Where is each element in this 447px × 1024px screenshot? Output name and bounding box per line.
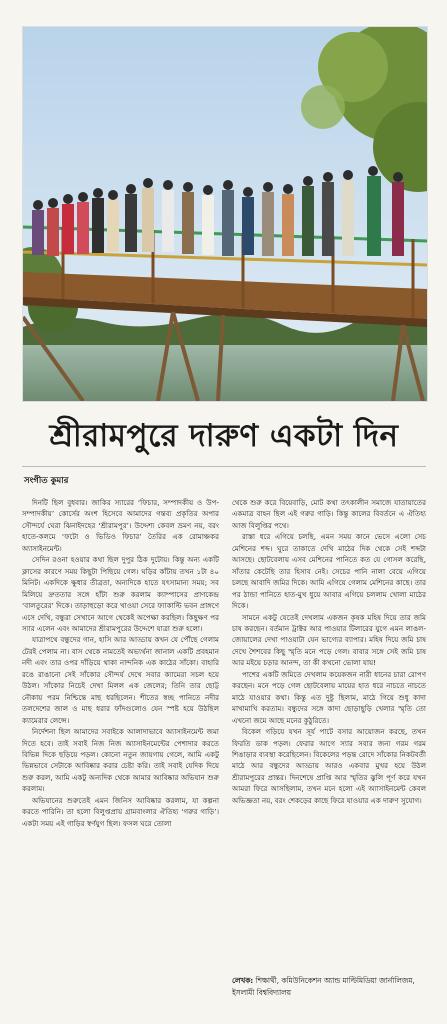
paragraph: সেদিন রওনা হওয়ার কথা ছিল দুপুর ঠিক দুটোয়। কিন্তু অন্য একটি ক্লাসের কারণে সময় কিছুটা পিছিয়ে গেল। ঘড়ির কাঁটায় তখন ১টা ৪০ মিনিট। একদিকে ক্ষুধার তীব্রতা, অন্যদিকে হাতে যৎসামান্য সময়; সব মিলিয়ে দ্রুততার সঙ্গে হাঁটা শুরু করলাম ক্যাম্পাসের প্রাণকেন্দ্র ‘বালতুরের’ দিকে। তাড়াহুড়ো করে খাওয়া সেরে ফ্যাকাল্টি ভবন প্রাঙ্গণে এসে দেখি, বন্ধুরা সেখানে আগে থেকেই অপেক্ষা করছিল। কিছুক্ষণ পর স্যার এলেন এবং আমাদের শ্রীরামপুরের উদ্দেশে যাত্রা শুরু হলো।	[22, 555, 219, 633]
paragraph: সামনে একটু যেতেই দেখলাম একজন কৃষক মহিষ দিয়ে তার জমি চাষ করছেন। বর্তমান ট্রাক্টর আর পাওয়ার টিলারের যুগে এমন লাঙল-জোয়ালের দেখা পাওয়াটা যেন ভাগ্যের ব্যাপার। মহিষ দিয়ে জমি চাষ দেখে শৈশবের কিছু স্মৃতি মনে পড়ে গেল। বাবার সঙ্গে সেই জমি চাষ আর মইয়ে চড়ার আনন্দ, তা কী কখনো ভোলা যায়!	[232, 612, 426, 668]
headline-divider	[22, 466, 426, 467]
article-column-left	[22, 497, 219, 1001]
paragraph: বিকেল গড়িয়ে যখন সূর্য পাটে বসার আয়োজন করছে, তখন ফিরতি ডাক পড়ল। ফেরার আগে স্যার সবার জন্য গরম গরম শিঙাড়ার ব্যবস্থা করেছিলেন। বিকেলের পড়ন্ত রোদে সাঁকোর নিকটবর্তী মাঠে আর বন্ধুদের আড্ডায় আরও একবার মুখর হয়ে উঠল শ্রীরামপুরের প্রান্তর। দিনশেষে প্রাপ্তি আর স্মৃতির ঝুলি পূর্ণ করে যখন আমরা ফিরে আসছিলাম, তখন মনে হলো এই অ্যাসাইনমেন্ট কেবল অভিজ্ঞতা নয়, বরং শেকড়ের কাছে ফিরে যাওয়ার এক দারুণ সুযোগ।	[232, 727, 426, 805]
paragraph: পাশের একটি জমিতে দেখলাম কয়েকজন নারী ধানের চারা রোপণ করছেন। মনে পড়ে গেল ছোটবেলায় মায়ের হাত ধরে নাচতে নাচতে মাঠে যাওয়ার কথা। কিন্তু এত দুষ্টু ছিলাম, মাঠে গিয়ে শুধু কাদা মাখামাখি করতাম। বন্ধুদের সঙ্গে কাদা ছোড়াছুড়ি খেলার স্মৃতি তো এখনো জমে আছে মনের কুঠুরিতে।	[232, 669, 426, 725]
paragraph: রাস্তা ধরে এগিয়ে চলছি, এমন সময় কানে ভেসে এলো সেচ মেশিনের শব্দ। ঘুরে তাকাতে দেখি মাঠের দিক থেকে সেই শব্দটা আসছে। ছোটবেলায় এসব মেশিনের পানিতে কত যে গোসল করেছি, সাঁতার কেটেছি তার হিসাব নেই। সেচের পানি নালা বেয়ে এগিয়ে চলছে আবাদি জমির দিকে। আমি এগিয়ে গেলাম মেশিনের কাছে। তার পর ঠান্ডা পানিতে হাত-মুখ ধুয়ে আবার এগিয়ে চললাম খোলা মাঠের দিকে।	[232, 532, 426, 611]
author-label: লেখক:	[232, 976, 254, 985]
paragraph: যাত্রাপথে বন্ধুদের গান, হাসি আর আড্ডায় কখন যে পৌঁছে গেলাম টেরই পেলাম না। বাস থেকে নামতেই অভ্যর্থনা জানাল একটি প্রবহমান নদী এবং তার ওপর দাঁড়িয়ে থাকা নান্দনিক এক কাঠের সাঁকো। বাহারি রঙে রাঙানো সেই সাঁকোর সৌন্দর্য দেখে সবার ক্যামেরা সচল হয়ে উঠল। সাঁকোর নিচেই দেখা মিলল এক জেলের; তিনি তার ছোট্ট নৌকায় পরম নিশ্চিন্তে মাছ ধরছিলেন। শীতের স্বচ্ছ পানিতে নদীর তলদেশের জাল ও মাছ ধরার ফাঁদগুলোও যেন স্পষ্ট হয়ে উঠছিল ক্যামেরার লেন্সে।	[22, 635, 219, 725]
paragraph: দিনটি ছিল বুধবার। জাকির স্যারের ‘ফিচার, সম্পাদকীয় ও উপ-সম্পাদকীয়’ কোর্সের অংশ হিসেবে আমাদের গন্তব্য প্রকৃতির অপার সৌন্দর্যে ঘেরা ঝিনাইদহের ‘শ্রীরামপুর’। উদ্দেশ্য কেবল ভ্রমণ নয়, বরং হাতে-কলমে ‘ফটো ও ভিডিও ফিচার’ তৈরির এক রোমাঞ্চকর অ্যাসাইনমেন্ট।	[22, 498, 219, 553]
byline: সংগীত কুমার	[24, 476, 69, 486]
paragraph: অভিযানের শুরুতেই এমন জিনিস আবিষ্কার করলাম, যা কল্পনা করতে পারিনি। তা হলো বিলুপ্তপ্রায় গ্রামবাংলার ঐতিহ্য ‘গরুর গাড়ি’। একটা সময় এই গাড়ির স্বর্ণযুগ ছিল। ফসল ঘরে তোলা	[22, 795, 219, 828]
author-note	[232, 975, 426, 998]
article-column-right	[232, 497, 426, 967]
paragraph: থেকে শুরু করে বিয়েবাড়ি, মোট কথা তৎকালীন সমাজে যাতায়াতের একমাত্র বাহন ছিল এই গরুর গাড়ি। কিন্তু কালের বিবর্তনে এ ঐতিহ্য আজ বিলুপ্তির পথে।	[232, 498, 426, 530]
article-headline: শ্রীরামপুরে দারুণ একটা দিন	[49, 418, 399, 454]
article-photo	[22, 26, 428, 402]
author-description: শিক্ষার্থী, কমিউনিকেশন অ্যান্ড মাল্টিমিডিয়া জার্নালিজম, ইসলামী বিশ্ববিদ্যালয়	[232, 976, 415, 997]
paragraph: নির্দেশনা ছিল আমাদের সবাইকে আলাদাভাবে অ্যাসাইনমেন্ট জমা দিতে হবে। তাই সবাই নিজ নিজ অ্যাসাইনমেন্টের পেশাদার করতে বিভিন্ন দিকে ছড়িয়ে পড়ল। কোনো নতুন জায়গায় গেলে, আমি একটু ভিন্নভাবে সেটাকে আবিষ্কার করার চেষ্টা করি। তাই সবাই যেদিক দিয়ে শুরু করল, আমি একটু অন্যদিক থেকে আমার আবিষ্কার অভিযান শুরু করলাম।	[22, 727, 219, 794]
